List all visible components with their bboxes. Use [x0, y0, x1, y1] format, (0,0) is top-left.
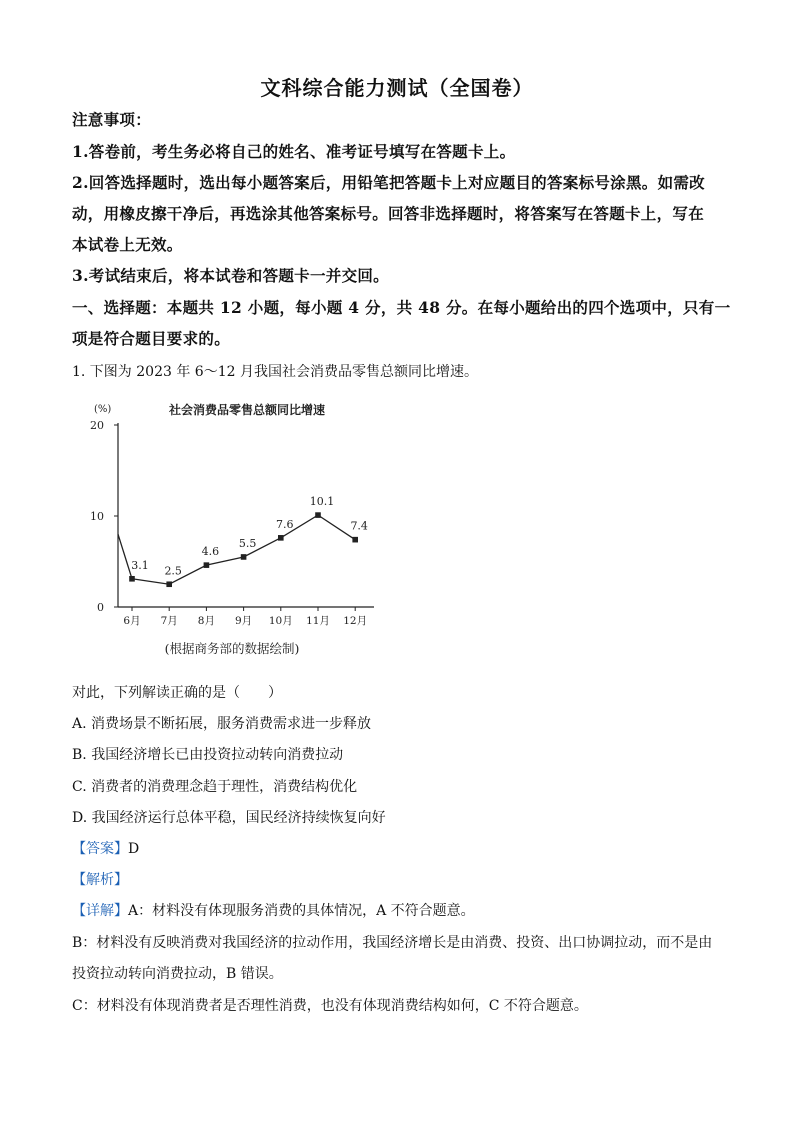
detail-c: C：材料没有体现消费者是否理性消费，也没有体现消费结构如何，C 不符合题意。 [72, 998, 588, 1014]
notice-item-3: 3.考试结束后，将本试卷和答题卡一并交回。 [72, 266, 389, 285]
x-tick-label: 9月 [235, 615, 253, 627]
notice-item-1: 1.答卷前，考生务必将自己的姓名、准考证号填写在答题卡上。 [72, 142, 516, 161]
line-chart [82, 395, 382, 665]
detail-b-line-2: 投资拉动转向消费拉动，B 错误。 [72, 966, 283, 982]
notice-item-2-line-1: 2.回答选择题时，选出每小题答案后，用铅笔把答题卡上对应题目的答案标号涂黑。如需改 [72, 173, 705, 192]
data-point [315, 512, 321, 518]
section-heading-line-1: 一、选择题：本题共 12 小题，每小题 4 分，共 48 分。在每小题给出的四个选项中，只有一 [72, 298, 731, 317]
y-tick-label: 10 [90, 510, 104, 523]
x-tick-label: 11月 [306, 615, 330, 627]
data-label: 10.1 [309, 495, 335, 509]
detail-a: A：材料没有体现服务消费的具体情况，A 不符合题意。 [128, 903, 475, 919]
data-label: 2.5 [164, 564, 182, 578]
answer-value: D [128, 841, 140, 857]
data-point [278, 535, 284, 541]
data-point [241, 554, 247, 560]
x-tick-label: 7月 [160, 615, 178, 627]
option-d: D. 我国经济运行总体平稳，国民经济持续恢复向好 [72, 810, 386, 826]
answer-line [72, 838, 139, 858]
answer-tag: 【答案】 [72, 841, 128, 857]
option-b: B. 我国经济增长已由投资拉动转向消费拉动 [72, 747, 344, 763]
page-title: 文科综合能力测试（全国卷） [260, 76, 534, 100]
detail-b-line-1: B：材料没有反映消费对我国经济的拉动作用，我国经济增长是由消费、投资、出口协调拉动，而不是由 [72, 935, 713, 951]
data-point [352, 537, 358, 543]
data-point [204, 562, 210, 568]
y-tick-label: 20 [90, 419, 104, 432]
notice-heading: 注意事项： [72, 110, 152, 129]
option-a: A. 消费场景不断拓展，服务消费需求进一步释放 [72, 716, 372, 732]
analysis-tag: 【解析】 [72, 872, 128, 888]
data-label: 5.5 [238, 536, 257, 550]
data-label: 4.6 [201, 545, 220, 559]
question-prompt: 对此，下列解读正确的是（ ） [72, 685, 282, 701]
x-tick-label: 8月 [197, 615, 215, 627]
series-lead-in [118, 534, 132, 579]
data-label: 7.6 [276, 517, 294, 531]
notice-item-2-line-3: 本试卷上无效。 [72, 235, 183, 254]
data-point [129, 576, 135, 582]
data-label: 3.1 [131, 558, 149, 572]
chart-title: 社会消费品零售总额同比增速 [168, 403, 326, 417]
detail-a-line [72, 900, 475, 920]
x-tick-label: 10月 [268, 615, 293, 627]
data-label: 7.4 [350, 519, 368, 533]
x-tick-label: 6月 [123, 615, 141, 627]
option-c: C. 消费者的消费理念趋于理性，消费结构优化 [72, 779, 358, 795]
section-heading-line-2: 项是符合题目要求的。 [72, 329, 231, 348]
y-axis-label: (%) [94, 404, 112, 415]
question-stem: 1. 下图为 2023 年 6～12 月我国社会消费品零售总额同比增速。 [72, 364, 478, 380]
notice-item-2-line-2: 动，用橡皮擦干净后，再选涂其他答案标号。回答非选择题时，将答案写在答题卡上，写在 [72, 204, 705, 223]
chart-source: (根据商务部的数据绘制) [164, 641, 300, 656]
data-point [166, 581, 172, 587]
y-tick-label: 0 [97, 601, 104, 614]
x-tick-label: 12月 [343, 615, 368, 627]
detail-tag: 【详解】 [72, 903, 128, 919]
